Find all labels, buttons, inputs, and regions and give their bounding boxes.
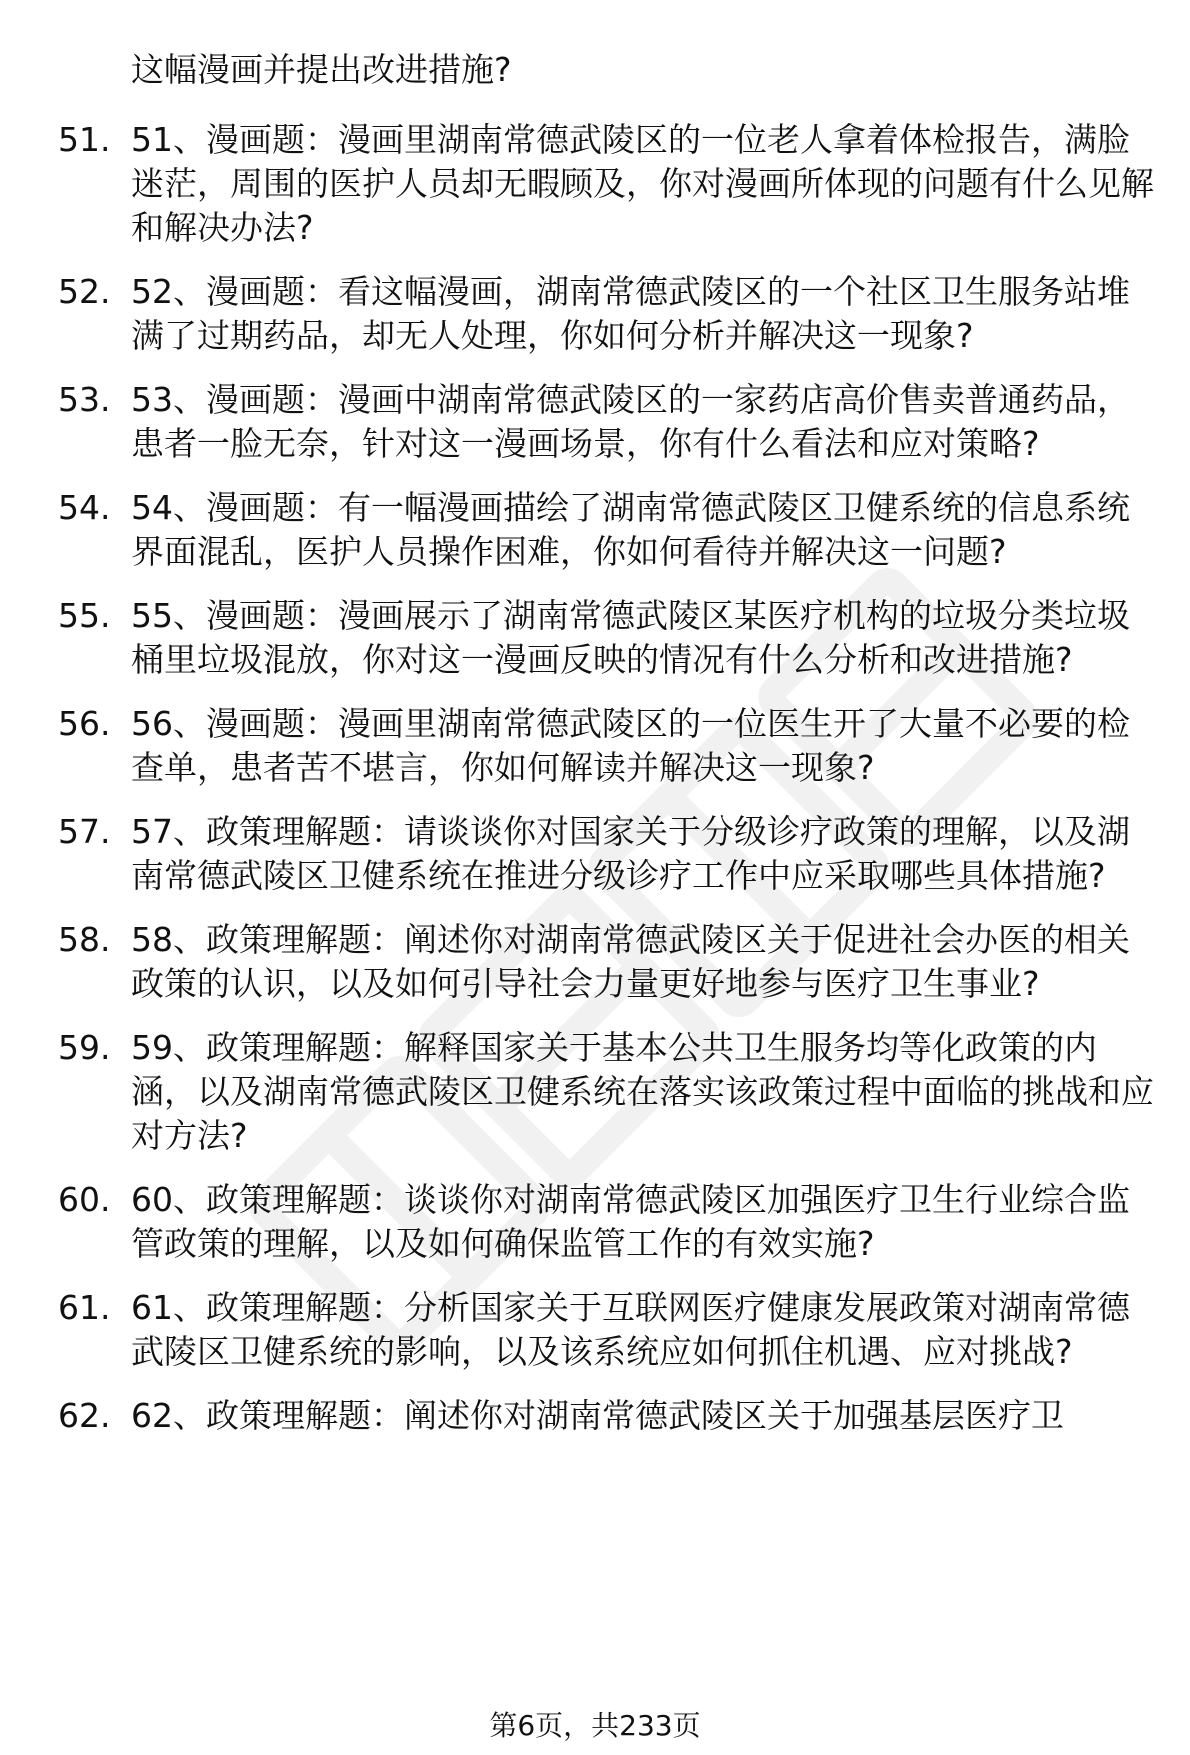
question-text: 62、政策理解题：阐述你对湖南常德武陵区关于加强基层医疗卫 xyxy=(131,1396,1064,1435)
question-text: 55、漫画题：漫画展示了湖南常德武陵区某医疗机构的垃圾分类垃圾桶里垃圾混放，你对这一漫画反映的情况有什么分析和改进措施? xyxy=(131,596,1130,679)
list-item xyxy=(0,810,1190,898)
question-number: 57. xyxy=(58,812,111,851)
question-number: 59. xyxy=(58,1028,111,1067)
question-number: 51. xyxy=(58,120,111,159)
list-item xyxy=(0,1026,1190,1158)
question-number: 53. xyxy=(58,380,111,419)
question-number: 55. xyxy=(58,596,111,635)
question-text: 61、政策理解题：分析国家关于互联网医疗健康发展政策对湖南常德武陵区卫健系统的影响，以及该系统应如何抓住机遇、应对挑战? xyxy=(131,1288,1130,1371)
list-item xyxy=(0,1394,1190,1438)
question-text: 56、漫画题：漫画里湖南常德武陵区的一位医生开了大量不必要的检查单，患者苦不堪言，你如何解读并解决这一现象? xyxy=(131,704,1130,787)
list-item xyxy=(0,1286,1190,1374)
list-item xyxy=(0,1178,1190,1266)
question-text: 51、漫画题：漫画里湖南常德武陵区的一位老人拿着体检报告，满脸迷茫，周围的医护人员却无暇顾及，你对漫画所体现的问题有什么见解和解决办法? xyxy=(131,120,1154,247)
list-item xyxy=(0,918,1190,1006)
question-text: 57、政策理解题：请谈谈你对国家关于分级诊疗政策的理解，以及湖南常德武陵区卫健系统在推进分级诊疗工作中应采取哪些具体措施? xyxy=(131,812,1130,895)
continuation-text: 这幅漫画并提出改进措施? xyxy=(131,50,512,89)
list-item xyxy=(0,702,1190,790)
question-number: 54. xyxy=(58,488,111,527)
question-text: 60、政策理解题：谈谈你对湖南常德武陵区加强医疗卫生行业综合监管政策的理解，以及如何确保监管工作的有效实施? xyxy=(131,1180,1130,1263)
question-number: 58. xyxy=(58,920,111,959)
list-item xyxy=(0,594,1190,682)
question-number: 61. xyxy=(58,1288,111,1327)
question-text: 53、漫画题：漫画中湖南常德武陵区的一家药店高价售卖普通药品，患者一脸无奈，针对这一漫画场景，你有什么看法和应对策略? xyxy=(131,380,1130,463)
question-text: 59、政策理解题：解释国家关于基本公共卫生服务均等化政策的内涵，以及湖南常德武陵区卫健系统在落实该政策过程中面临的挑战和应对方法? xyxy=(131,1028,1154,1155)
list-item xyxy=(0,486,1190,574)
question-number: 56. xyxy=(58,704,111,743)
question-number: 62. xyxy=(58,1396,111,1435)
question-number: 52. xyxy=(58,272,111,311)
question-list xyxy=(0,118,1190,1458)
question-text: 58、政策理解题：阐述你对湖南常德武陵区关于促进社会办医的相关政策的认识，以及如何引导社会力量更好地参与医疗卫生事业? xyxy=(131,920,1130,1003)
page-footer: 第6页，共233页 xyxy=(489,1709,701,1742)
list-item xyxy=(0,270,1190,358)
list-item xyxy=(0,378,1190,466)
question-text: 52、漫画题：看这幅漫画，湖南常德武陵区的一个社区卫生服务站堆满了过期药品，却无人处理，你如何分析并解决这一现象? xyxy=(131,272,1130,355)
question-text: 54、漫画题：有一幅漫画描绘了湖南常德武陵区卫健系统的信息系统界面混乱，医护人员操作困难，你如何看待并解决这一问题? xyxy=(131,488,1130,571)
question-number: 60. xyxy=(58,1180,111,1219)
list-item xyxy=(0,118,1190,250)
